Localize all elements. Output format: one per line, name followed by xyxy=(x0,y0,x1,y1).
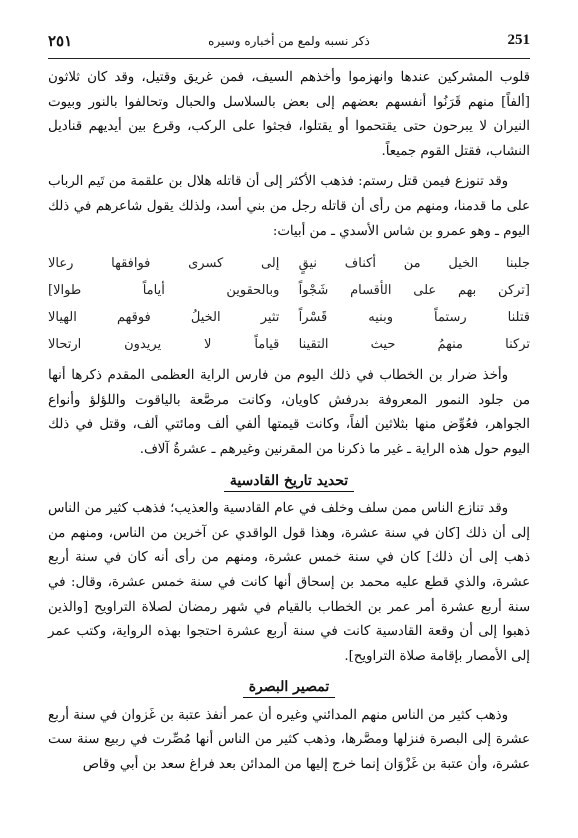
verse-first-hemistich: قتلنا رستماً وبنيه قَسْراً xyxy=(298,310,530,326)
poem-verse xyxy=(48,304,530,331)
section-heading-text: تحديد تاريخ القادسية xyxy=(224,473,354,492)
running-title: ذكر نسبه ولمع من أخباره وسيره xyxy=(208,34,370,48)
page-number-arabic: ٢٥١ xyxy=(48,34,73,50)
section-heading-text: تمصير البصرة xyxy=(243,679,336,698)
paragraph-3: وأخذ ضرار بن الخطاب في ذلك اليوم من فارس الراية العظمى المقدم ذكرها أنها من جلود النمور المعروفة بدرفش كاويان، وكانت مرصَّعة بالياقوت واللؤلؤ وأنواع الجواهر، فعُوِّض منها بثلاثين ألفاً، وكانت قيمتها ألفي ألف ومائتي ألف، وقتل في ذلك اليوم حول هذه الراية ـ غير ما ذكرنا من المقرنين وغيرهم ـ عشرةُ آلاف. xyxy=(48,368,530,457)
poem-verse xyxy=(48,331,530,358)
page-body xyxy=(48,66,530,784)
verse-first-hemistich: [تركن بهم على الأقسام شَجْواً xyxy=(298,283,530,299)
paragraph-5: وذهب كثير من الناس منهم المدائني وغيره أن عمر أنفذ عتبة بن غَزوان في سنة أربع عشرة إلى البصرة فنزلها ومصَّرها، وذهب كثير من الناس أنها مُصِّرت في ربيع سنة ست عشرة، وأن عتبة بن غَزْوَان إنما خرج إليها من المدائن بعد فراغ سعد بن أبي وقاص xyxy=(48,707,530,773)
paragraph-2: وقد تنوزع فيمن قتل رستم: فذهب الأكثر إلى أن قاتله هلال بن علقمة من تَيم الرباب على ما قدمنا، ومنهم من رأى أن قاتله رجل من بني أسد، ولذلك يقول شاعرهم في ذلك اليوم ـ وهو عمرو بن شاس الأسدي ـ من أبيات: xyxy=(48,174,530,239)
section-heading-basra xyxy=(48,675,530,700)
page-number-latin: 251 xyxy=(507,32,530,48)
verse-second-hemistich: وبالحقوين أياماً طوالا] xyxy=(48,283,280,299)
page-header xyxy=(48,30,530,59)
verse-second-hemistich: إلى كسرى فوافقها رعالا xyxy=(48,256,280,272)
poem-verse xyxy=(48,277,530,304)
section-heading-qadisiyyah xyxy=(48,469,530,494)
poem xyxy=(48,250,530,358)
verse-second-hemistich: تثير الخيلُ فوقهم الهيالا xyxy=(48,310,280,326)
verse-first-hemistich: جلبنا الخيل من أكناف نيقٍ xyxy=(298,256,530,272)
verse-second-hemistich: قياماً لا يريدون ارتحالا xyxy=(48,337,280,353)
poem-verse xyxy=(48,250,530,277)
paragraph-4: وقد تنازع الناس ممن سلف وخلف في عام القادسية والعذيب؛ فذهب كثير من الناس إلى أن ذلك [كان في سنة عشرة، وهذا قول الواقدي عن آخرين من الناس، ومنهم من ذهب إلى أن ذلك] كان في سنة خمس عشرة، ومنهم من رأى أنه كان في سنة أربع عشرة، والذي قطع عليه محمد بن إسحاق أنها كانت في سنة خمس عشرة، وقال: في سنة أربع عشرة أمر عمر بن الخطاب بالقيام في شهر رمضان لصلاة التراويح [والذين ذهبوا إلى أن وقعة القادسية كانت في سنة أربع عشرة احتجوا بهذه الرواية، وكتب عمر إلى الأمصار بإقامة صلاة التراويح]. xyxy=(48,501,530,664)
verse-first-hemistich: تركنا منهمُ حيث التقينا xyxy=(298,337,530,353)
paragraph-1: قلوب المشركين عندها وانهزموا وأخذهم السيف، فمن غريق وقتيل، وقد كان ثلاثون [ألفاً] منهم قَرَنُوا أنفسهم بعضهم إلى بعض بالسلاسل والحبال وتحالفوا بالنور وبيوت النيران لا يبرحون حتى يقتحموا أو يقتلوا، فجثوا على الركب، وقرع بين أيديهم قناديل النشاب، فقتل القوم جميعاً. xyxy=(48,70,530,159)
